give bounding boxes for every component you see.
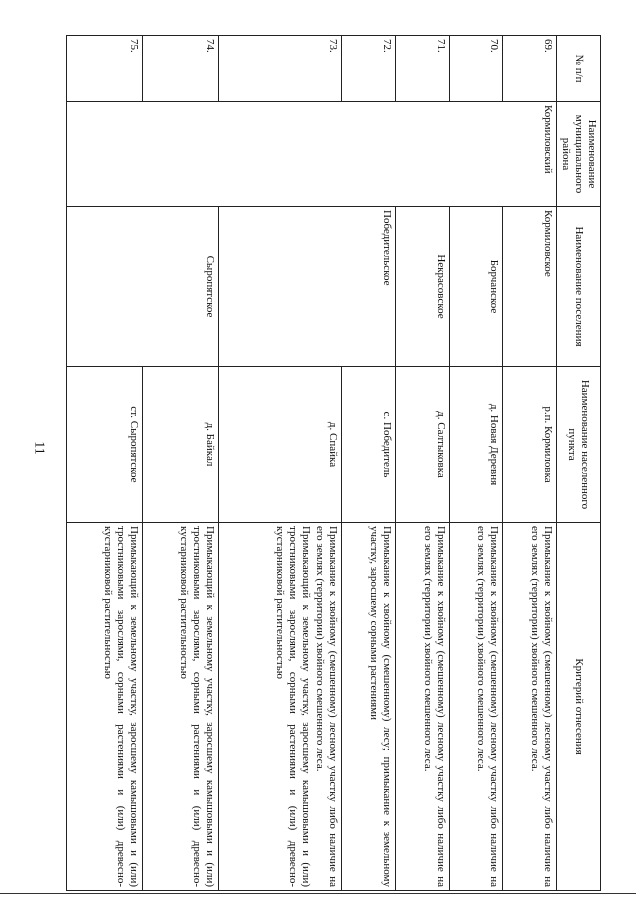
row-criterion — [449, 523, 503, 891]
row-criterion — [342, 523, 396, 891]
row-locality: д. Байкал — [143, 367, 219, 523]
row-locality: с. Победитель — [342, 367, 396, 523]
criterion-text: Примыкание к хвойному (смешенному) лесному участку либо наличие на его землях (территории) хвойного смешенного леса. — [314, 526, 340, 887]
criterion-text: Примыкание к хвойному (смешенному) лесному участку либо наличие на его землях (территории) хвойного смешенного леса. — [529, 526, 554, 887]
criterion-text: Примыкающий к земельному участку, заросшему камышовыми и (или) тростниковыми зарослями, сорными растениями и (или) древесно-кустарниковой растительностью — [274, 526, 313, 887]
row-criterion — [503, 523, 557, 891]
row-locality: д. Спайка — [219, 367, 342, 523]
header-locality: Наименование населенного пункта — [557, 367, 601, 523]
table-container — [66, 35, 601, 890]
rotated-table — [66, 35, 601, 890]
data-table — [66, 35, 601, 891]
criterion-text: Примыкание к хвойному (смешенному) лесному участку либо наличие на его землях (территории) хвойного смешенного леса. — [421, 526, 447, 887]
table-header-row — [557, 36, 601, 891]
row-criterion — [395, 523, 449, 891]
row-num: 75. — [67, 36, 143, 102]
table-row — [503, 36, 557, 891]
row-settlement: Сыропятское — [67, 207, 219, 367]
row-num: 71. — [395, 36, 449, 102]
row-locality: р.п. Кормиловка — [503, 367, 557, 523]
row-settlement: Некрасовское — [395, 207, 449, 367]
row-settlement: Победительское — [219, 207, 396, 367]
row-district: Кормиловский — [67, 102, 557, 207]
header-settlement: Наименование поселения — [557, 207, 601, 367]
row-criterion — [219, 523, 342, 891]
header-num: № п/п — [557, 36, 601, 102]
row-settlement: Кормиловское — [503, 207, 557, 367]
criterion-text: Примыкающий к земельному участку, заросшему камышовыми и (или) тростниковыми зарослями, сорными растениями и (или) древесно-кустарниковой растительностью — [178, 526, 217, 887]
row-criterion — [143, 523, 219, 891]
row-num: 69. — [503, 36, 557, 102]
row-locality: д. Новая Деревня — [449, 367, 503, 523]
page-number: 11 — [31, 441, 47, 455]
row-criterion — [67, 523, 143, 891]
criterion-text: Примыкание к хвойному (смешенному) лесному участку либо наличие на его землях (территории) хвойного смешенного леса. — [475, 526, 501, 887]
footer-divider — [0, 893, 636, 894]
row-locality: д. Салтыковка — [395, 367, 449, 523]
header-district: Наименование муниципального района — [557, 102, 601, 207]
header-criterion: Критерий отнесения — [557, 523, 601, 891]
criterion-text: Примыкание к хвойному (смешенному) лесу; примыкание к земельному участку, заросшему сорными растениями — [367, 526, 393, 887]
row-num: 74. — [143, 36, 219, 102]
row-num: 70. — [449, 36, 503, 102]
row-num: 73. — [219, 36, 342, 102]
row-num: 72. — [342, 36, 396, 102]
row-locality: ст. Сыропятское — [67, 367, 143, 523]
row-settlement: Борчанское — [449, 207, 503, 367]
criterion-text: Примыкающий к земельному участку, заросшему камышовыми и (или) тростниковыми зарослями, сорными растениями и (или) древесно-кустарниковой растительностью — [102, 526, 141, 887]
